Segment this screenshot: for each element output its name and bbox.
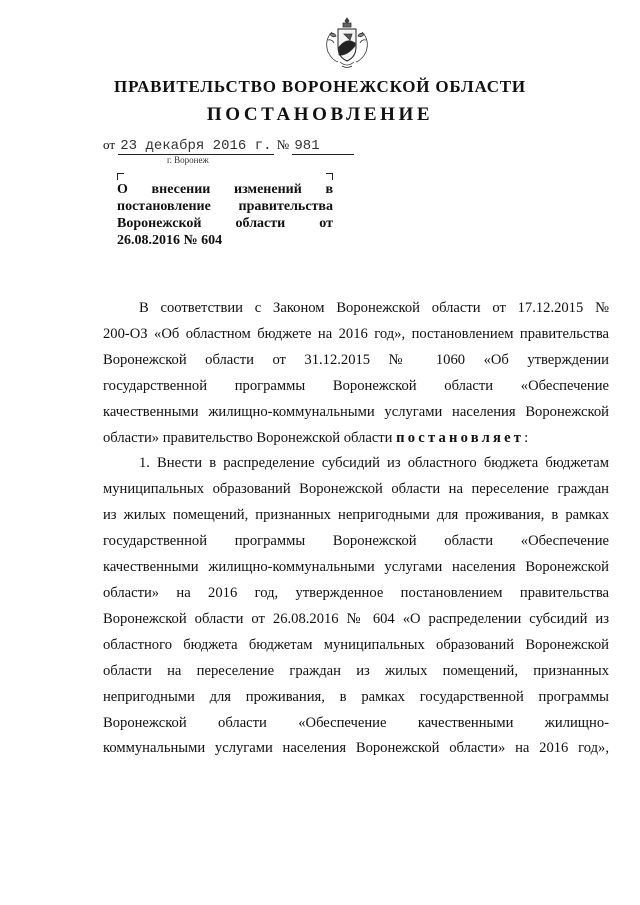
body-line: 1. Внести в распределение субсидий из областного бюджета бюджетам: [139, 455, 609, 472]
body-line: области на переселение граждан из жилых помещений, признанных: [103, 662, 609, 679]
decree-word: постановляет: [396, 429, 525, 446]
subject-line: О внесении изменений в: [117, 182, 333, 197]
subject-bracket-left: [117, 173, 124, 180]
body-line-decree: [103, 426, 609, 452]
subject-line: 26.08.2016 № 604: [117, 233, 223, 248]
body-text: области» правительство Воронежской области: [103, 429, 393, 446]
date-number-line: [103, 137, 354, 155]
body-line: области» на 2016 год, утвержденное постановлением правительства: [103, 584, 609, 601]
coat-of-arms-emblem: [322, 14, 372, 74]
body-line: Воронежской области «Обеспечение качественными жилищно-: [103, 714, 609, 731]
document-number: 981: [294, 138, 320, 154]
body-line: областного бюджета бюджетам муниципальных образований Воронежской: [103, 636, 609, 653]
document-type-title: ПОСТАНОВЛЕНИЕ: [206, 104, 434, 125]
body-line: В соответствии с Законом Воронежской области от 17.12.2015 №: [139, 300, 609, 316]
body-line: коммунальными услугами населения Воронежской области» на 2016 год»,: [103, 740, 609, 757]
subject-line: постановление правительства: [117, 199, 333, 214]
punctuation: :: [524, 429, 529, 446]
document-subject: [117, 181, 333, 249]
body-line: государственной программы Воронежской области «Обеспечение: [103, 533, 609, 550]
body-line: Воронежской области от 26.08.2016 № 604 «О распределении субсидий из: [103, 610, 609, 627]
body-line: качественными жилищно-коммунальными услугами населения Воронежской: [103, 559, 609, 576]
body-line: муниципальных образований Воронежской области на переселение граждан: [103, 481, 609, 498]
body-line: Воронежской области от 31.12.2015 № 1060 «Об утверждении: [103, 351, 609, 368]
government-title: ПРАВИТЕЛЬСТВО ВОРОНЕЖСКОЙ ОБЛАСТИ: [114, 77, 526, 96]
number-prefix: №: [276, 137, 290, 152]
date-prefix: от: [103, 137, 116, 152]
body-line: 200-ОЗ «Об областном бюджете на 2016 год», постановлением правительства: [103, 325, 609, 342]
body-line: качественными жилищно-коммунальными услугами населения Воронежской: [103, 403, 609, 420]
subject-bracket-right: [326, 173, 333, 180]
city-label: г. Воронеж: [167, 155, 209, 165]
body-line: непригодными для проживания, в рамках государственной программы: [103, 688, 609, 705]
document-body: [103, 296, 609, 762]
body-line: государственной программы Воронежской области «Обеспечение: [103, 377, 609, 394]
body-line: из жилых помещений, признанных непригодными для проживания, в рамках: [103, 507, 609, 524]
document-date: 23 декабря 2016 г.: [120, 138, 272, 154]
subject-line: Воронежской области от: [117, 216, 333, 231]
